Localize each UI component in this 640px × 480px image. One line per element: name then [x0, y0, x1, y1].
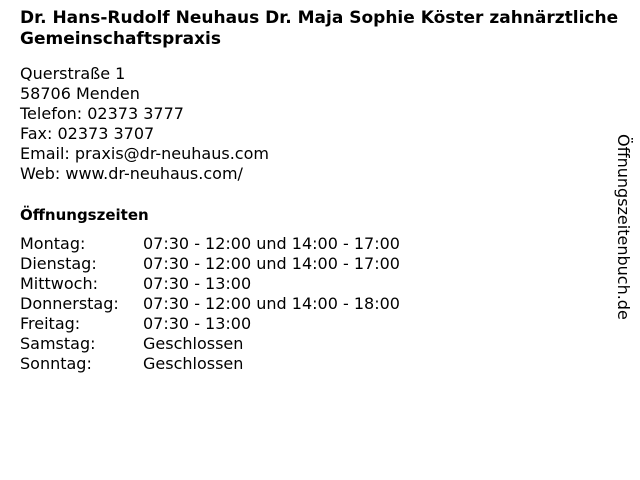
fax-number: Fax: 02373 3707	[20, 124, 155, 143]
hours-value: 07:30 - 12:00 und 14:00 - 18:00	[143, 294, 400, 313]
hours-value: 07:30 - 12:00 und 14:00 - 17:00	[143, 234, 400, 253]
day-label: Mittwoch:	[20, 274, 98, 293]
hours-value: Geschlossen	[143, 334, 244, 353]
hours-row	[20, 234, 400, 254]
opening-hours-table	[20, 234, 400, 374]
email-address: Email: praxis@dr-neuhaus.com	[20, 144, 269, 163]
phone-number: Telefon: 02373 3777	[20, 104, 184, 123]
hours-row	[20, 334, 400, 354]
street-address: Querstraße 1	[20, 64, 126, 83]
source-watermark: Öffnungszeitenbuch.de	[614, 134, 633, 320]
city: 58706 Menden	[20, 84, 140, 103]
day-label: Dienstag:	[20, 254, 97, 273]
hours-row	[20, 354, 400, 374]
hours-row	[20, 294, 400, 314]
opening-hours-heading: Öffnungszeiten	[20, 206, 149, 224]
day-label: Donnerstag:	[20, 294, 119, 313]
hours-value: 07:30 - 12:00 und 14:00 - 17:00	[143, 254, 400, 273]
website: Web: www.dr-neuhaus.com/	[20, 164, 243, 183]
day-label: Sonntag:	[20, 354, 92, 373]
hours-value: Geschlossen	[143, 354, 244, 373]
contact-block	[20, 64, 269, 184]
hours-row	[20, 274, 400, 294]
hours-row	[20, 254, 400, 274]
hours-value: 07:30 - 13:00	[143, 314, 252, 333]
day-label: Montag:	[20, 234, 86, 253]
hours-value: 07:30 - 13:00	[143, 274, 252, 293]
practice-title: Dr. Hans-Rudolf Neuhaus Dr. Maja Sophie Köster zahnärztliche Gemeinschaftspraxis	[20, 8, 619, 49]
day-label: Samstag:	[20, 334, 96, 353]
hours-row	[20, 314, 400, 334]
day-label: Freitag:	[20, 314, 81, 333]
